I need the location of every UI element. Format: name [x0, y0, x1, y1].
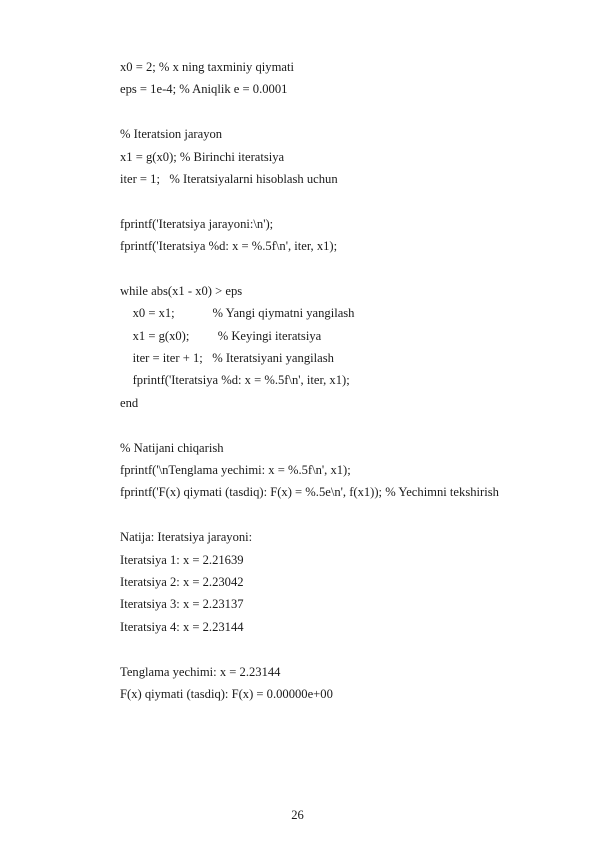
output-line: F(x) qiymati (tasdiq): F(x) = 0.00000e+00: [120, 686, 333, 701]
code-block: [120, 56, 580, 504]
code-line: fprintf('Iteratsiya %d: x = %.5f\n', iter, x1);: [120, 239, 338, 254]
blank-line: [120, 638, 580, 660]
code-line: x1 = g(x0); % Keyingi iteratsiya: [120, 328, 322, 343]
output-line: Iteratsiya 1: x = 2.21639: [120, 552, 244, 567]
output-line: Iteratsiya 2: x = 2.23042: [120, 574, 244, 589]
output-block: [120, 526, 580, 705]
blank-line: [120, 258, 580, 280]
blank-line: [120, 190, 580, 212]
code-line: fprintf('Iteratsiya %d: x = %.5f\n', iter, x1);: [120, 373, 350, 388]
output-line: Natija: Iteratsiya jarayoni:: [120, 530, 253, 545]
code-line: fprintf('\nTenglama yechimi: x = %.5f\n', x1);: [120, 463, 351, 478]
blank-line: [120, 414, 580, 436]
code-line: while abs(x1 - x0) > eps: [120, 283, 243, 298]
code-line: iter = 1; % Iteratsiyalarni hisoblash uchun: [120, 171, 338, 186]
code-line: x0 = 2; % x ning taxminiy qiymati: [120, 60, 294, 74]
blank-line: [120, 504, 580, 526]
blank-line: [120, 101, 580, 123]
code-line: % Natijani chiqarish: [120, 440, 224, 455]
output-line: Tenglama yechimi: x = 2.23144: [120, 664, 281, 679]
output-line: Iteratsiya 3: x = 2.23137: [120, 597, 244, 612]
output-line: Iteratsiya 4: x = 2.23144: [120, 619, 244, 634]
code-line: fprintf('F(x) qiymati (tasdiq): F(x) = %.5e\n', f(x1)); % Yechimni tekshirish: [120, 485, 499, 500]
page-number: 26: [291, 808, 304, 822]
code-line: x1 = g(x0); % Birinchi iteratsiya: [120, 149, 285, 164]
code-line: end: [120, 395, 139, 410]
code-line: % Iteratsion jarayon: [120, 127, 223, 142]
code-line: fprintf('Iteratsiya jarayoni:\n');: [120, 216, 274, 231]
code-line: iter = iter + 1; % Iteratsiyani yangilash: [120, 351, 334, 366]
code-line: x0 = x1; % Yangi qiymatni yangilash: [120, 306, 355, 321]
code-line: eps = 1e-4; % Aniqlik e = 0.0001: [120, 82, 288, 97]
page-content: [120, 56, 580, 705]
